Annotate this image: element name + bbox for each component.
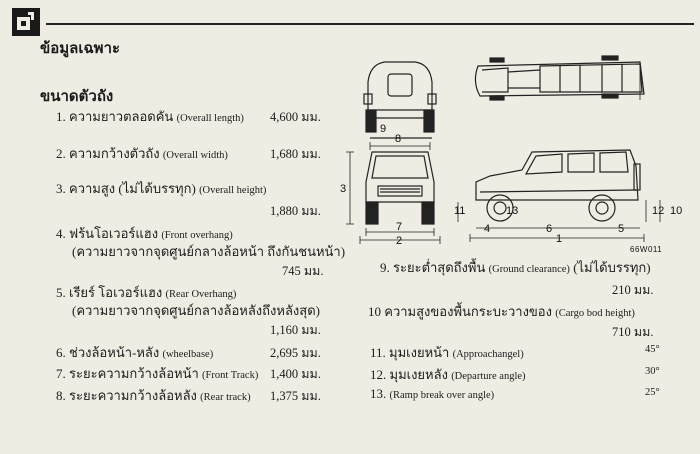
spec-11-label: 11. มุมเงยหน้า (Approachangel) [370,345,524,360]
dim-label-2: 2 [396,235,403,247]
dim-label-1: 1 [556,233,563,245]
spec-5-value: 1,160 มม. [270,323,321,337]
spec-13-label: 13. (Ramp break over angle) [370,386,495,401]
dim-label-4: 4 [484,223,491,235]
side-view [476,150,640,221]
dim-label-5: 5 [618,223,625,235]
page-header [12,8,694,38]
spec-2-value: 1,680 มม. [270,147,321,161]
spec-13-value: 25° [645,387,660,398]
dim-label-13: 13 [506,205,519,217]
spec-4-label: 4. ฟร้นโอเวอร์แฮง (Front overhang) [56,226,233,241]
subheading: ขนาดตัวถัง [40,89,114,105]
spec-12-value: 30° [645,366,660,377]
dim-label-3: 3 [340,183,347,195]
spec-7-value: 1,400 มม. [270,367,321,381]
spec-9-label: 9. ระยะต่ำสุดถึงพื้น (Ground clearance) (ไม่ได้บรรทุก) [380,260,651,275]
vehicle-dimension-diagram [340,52,695,252]
dim-label-10: 10 [670,205,683,217]
spec-1-value: 4,600 มม. [270,110,321,124]
dim-label-11: 11 [454,205,466,217]
spec-10-value: 710 มม. [612,325,654,339]
header-rule [46,23,694,25]
spec-4-subline: (ความยาวจากจุดศูนย์กลางล้อหน้า ถึงกันชนหน้า) [72,244,346,259]
spec-5-subline: (ความยาวจากจุดศูนย์กลางล้อหลังถึงหลังสุด) [72,303,320,318]
spec-5-label: 5. เรียร์ โอเวอร์แฮง (Rear Overhang) [56,285,237,300]
section-title: ข้อมูลเฉพาะ [40,41,121,57]
rear-view [364,62,436,138]
diagram-code: 66W011 [630,245,663,252]
spec-1-label: 1. ความยาวตลอดคัน (Overall length) [56,109,244,124]
dim-label-12: 12 [652,205,665,217]
dim-label-7: 7 [396,221,403,233]
spec-12-label: 12. มุมเงยหลัง (Departure angle) [370,367,526,382]
spec-3-value: 1,880 มม. [270,204,321,218]
spec-8-label: 8. ระยะความกว้างล้อหลัง (Rear track) [56,388,251,403]
spec-7-label: 7. ระยะความกว้างล้อหน้า (Front Track) [56,366,259,381]
spec-2-label: 2. ความกว้างตัวถัง (Overall width) [56,146,228,161]
spec-9-value: 210 มม. [612,283,654,297]
spec-11-value: 45° [645,344,660,355]
spec-10-label: 10 ความสูงของพื้นกระบะวางของ (Cargo bod height) [368,304,635,319]
top-view [475,56,644,100]
vehicle-drawing [340,52,695,252]
dim-label-9: 9 [380,123,387,135]
spec-3-label: 3. ความสูง (ไม่ได้บรรทุก) (Overall height) [56,181,267,196]
dim-label-6: 6 [546,223,553,235]
spec-6-value: 2,695 มม. [270,346,321,360]
manual-logo-icon [12,8,40,36]
spec-6-label: 6. ช่วงล้อหน้า-หลัง (wheelbase) [56,345,214,360]
spec-8-value: 1,375 มม. [270,389,321,403]
spec-4-value: 745 มม. [282,264,324,278]
front-view [366,152,434,224]
dim-label-8: 8 [395,133,402,145]
